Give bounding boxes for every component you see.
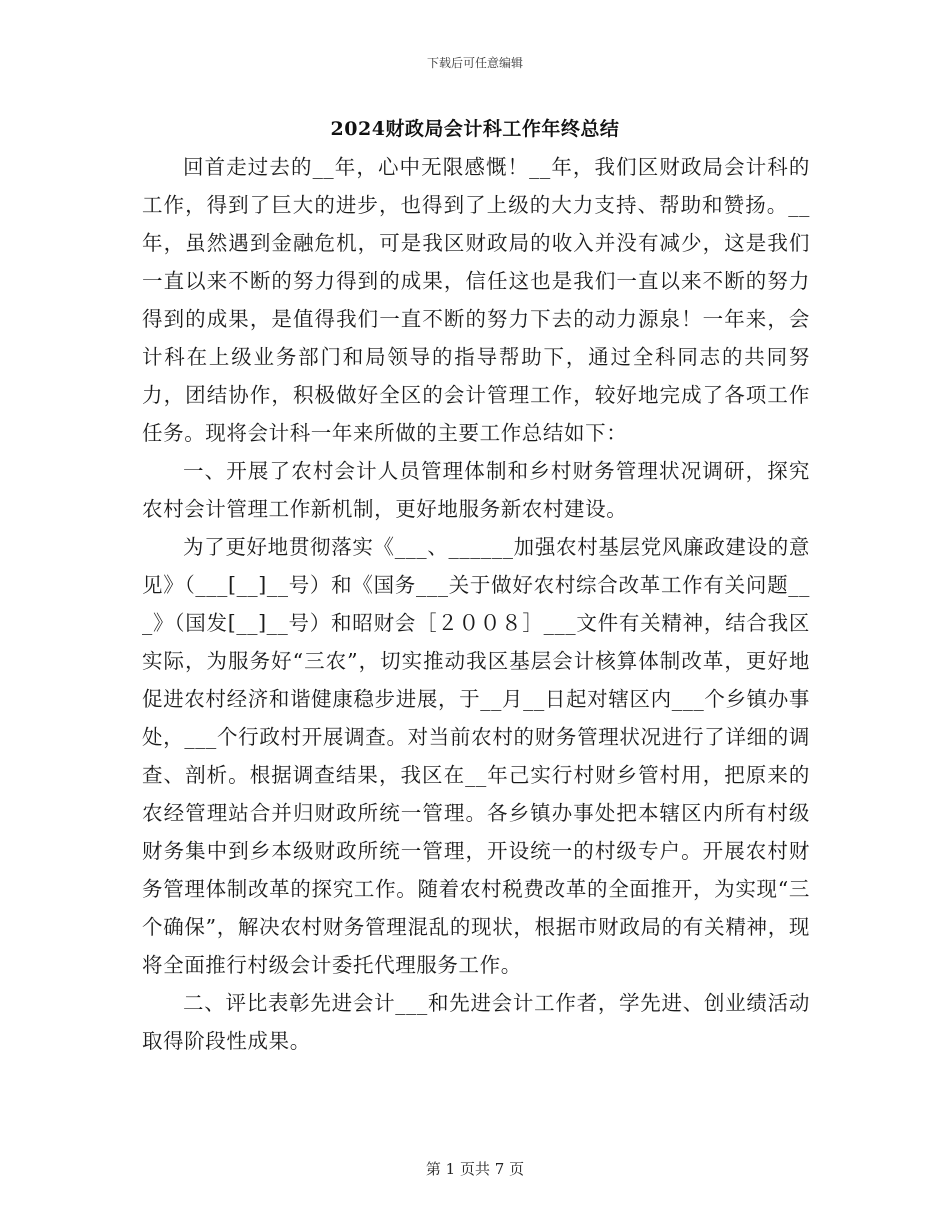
body-paragraph-intro: 回首走过去的__年，心中无限感慨！__年，我们区财政局会计科的工作，得到了巨大的进步，也得到了上级的大力支持、帮助和赞扬。__年，虽然遇到金融危机，可是我区财政局的收入并没有减少，这是我们一直以来不断的努力得到的成果，信任这也是我们一直以来不断的努力得到的成果，是值得我们一直不断的努力下去的动力源泉！一年来，会计科在上级业务部门和局领导的指导帮助下，通过全科同志的共同努力，团结协作，积极做好全区的会计管理工作，较好地完成了各项工作任务。现将会计科一年来所做的主要工作总结如下： (142, 155, 810, 445)
header-note: 下载后可任意编辑 (426, 56, 523, 70)
body-paragraph-section-1-detail: 为了更好地贯彻落实《___、______加强农村基层党风廉政建设的意见》（___[__]__号）和《国务___关于做好农村综合改革工作有关问题___》（国发[__]__号）和昭财会［２００８］___文件有关精神，结合我区实际，为服务好“三农”，切实推动我区基层会计核算体制改革，更好地促进农村经济和谐健康稳步进展，于__月__日起对辖区内___个乡镇办事处，___个行政村开展调查。对当前农村的财务管理状况进行了详细的调查、剖析。根据调查结果，我区在__年己实行村财乡管村用，把原来的农经管理站合并归财政所统一管理。各乡镇办事处把本辖区内所有村级财务集中到乡本级财政所统一管理，开设统一的村级专户。开展农村财务管理体制改革的探究工作。随着农村税费改革的全面推开，为实现“三个确保”，解决农村财务管理混乱的现状，根据市财政局的有关精神，现将全面推行村级会计委托代理服务工作。 (142, 535, 810, 977)
body-paragraph-section-1: 一、开展了农村会计人员管理体制和乡村财务管理状况调研，探究农村会计管理工作新机制，更好地服务新农村建设。 (142, 459, 810, 521)
page-footer: 第 1 页共 7 页 (425, 1160, 525, 1178)
document-title: 2024财政局会计科工作年终总结 (330, 118, 620, 140)
document-body (142, 148, 810, 1060)
body-paragraph-section-2: 二、评比表彰先进会计___和先进会计工作者，学先进、创业绩活动取得阶段性成果。 (142, 991, 810, 1053)
